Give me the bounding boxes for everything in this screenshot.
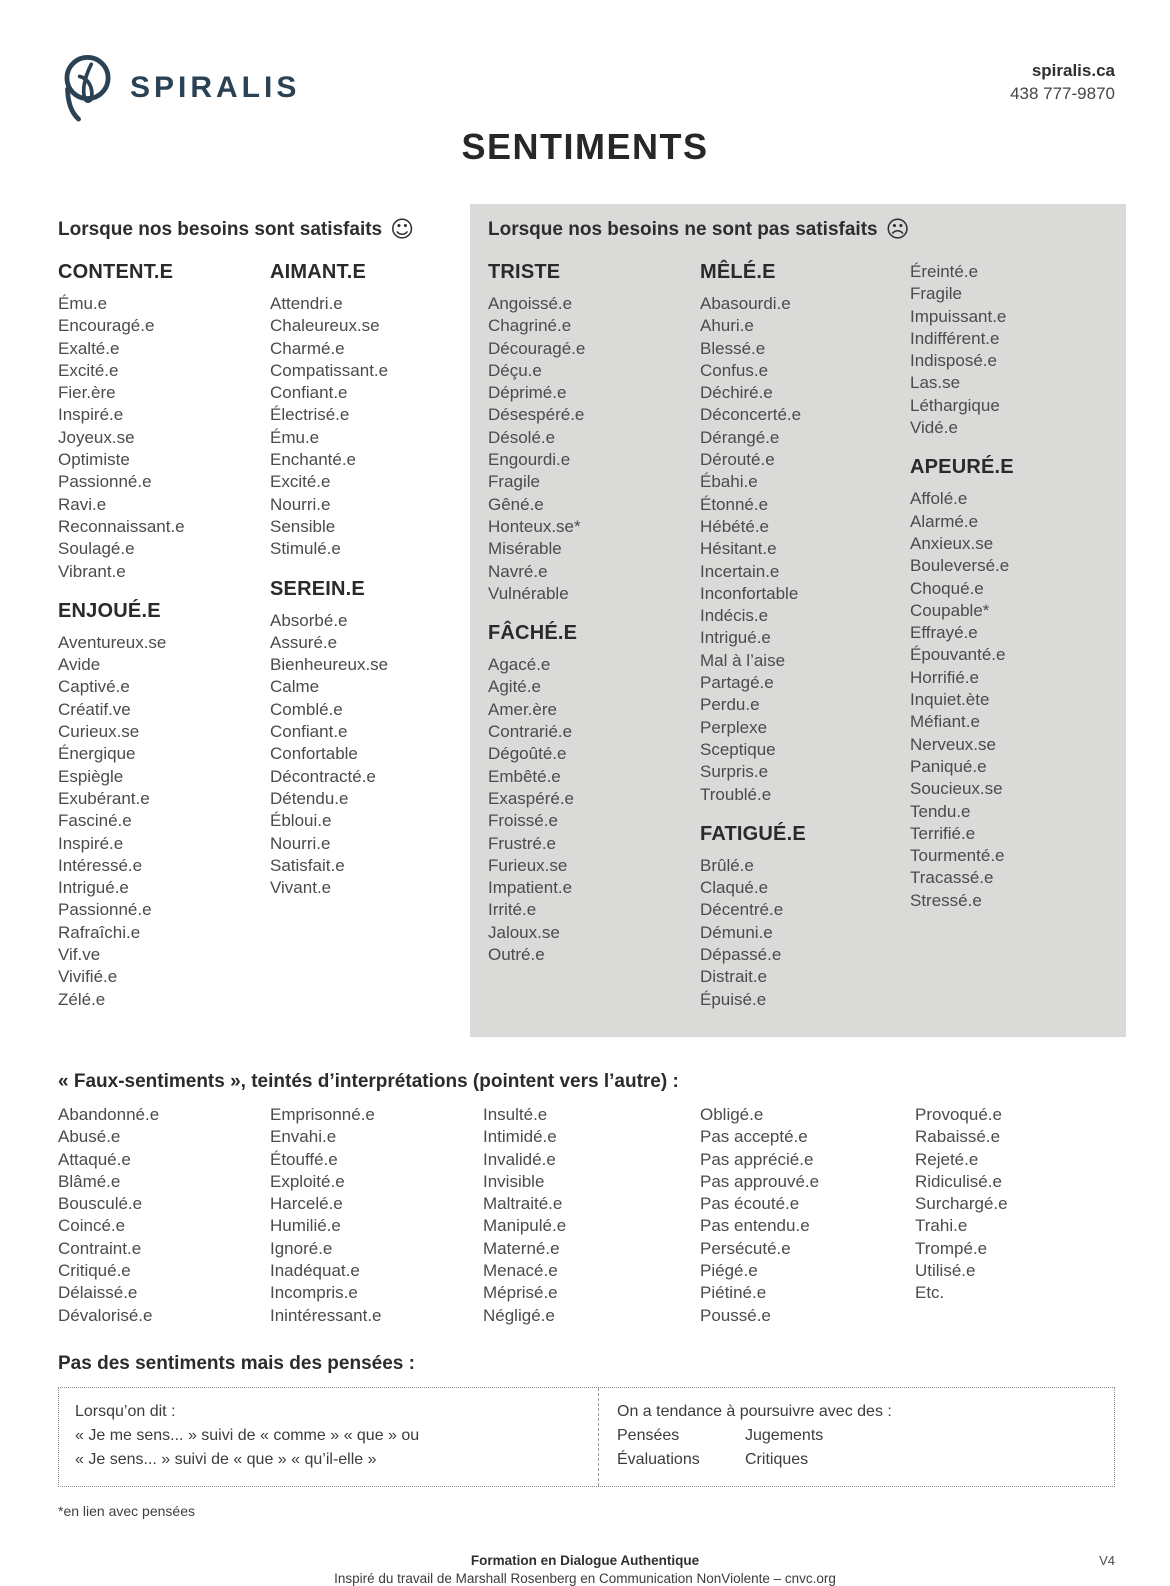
feelings-column xyxy=(700,261,910,1011)
feeling-item: Intimidé.e xyxy=(483,1127,557,1147)
section-needs-unsatisfied xyxy=(470,204,1126,1037)
thoughts-line: Jugements xyxy=(745,1426,824,1444)
feeling-item: Pas entendu.e xyxy=(700,1216,810,1236)
feeling-item: Démuni.e xyxy=(700,922,773,942)
feeling-item: Embêté.e xyxy=(488,766,561,786)
feeling-item: Négligé.e xyxy=(483,1305,555,1325)
feeling-item: Passionné.e xyxy=(58,472,152,492)
feeling-item: Reconnaissant.e xyxy=(58,516,185,536)
feeling-item: Dévalorisé.e xyxy=(58,1305,153,1325)
feeling-item: Déprimé.e xyxy=(488,383,567,403)
feeling-item: Délaissé.e xyxy=(58,1283,138,1303)
feeling-item: Espiègle xyxy=(58,766,124,786)
website-text: spiralis.ca xyxy=(1031,61,1115,80)
feeling-item: Rafraîchi.e xyxy=(58,922,141,942)
feeling-item: Éreinté.e xyxy=(910,262,979,281)
feeling-item: Envahi.e xyxy=(270,1127,337,1147)
footer-credit: Inspiré du travail de Marshall Rosenberg en Communication NonViolente – cnvc.org xyxy=(334,1570,836,1586)
thoughts-line: « Je me sens... » suivi de « comme » « que » ou xyxy=(75,1426,420,1444)
unsatisfied-heading-text: Lorsque nos besoins ne sont pas satisfaits xyxy=(488,218,878,240)
thoughts-right-col1 xyxy=(617,1424,745,1472)
feeling-item: Fier.ère xyxy=(58,383,116,403)
feeling-item: Surchargé.e xyxy=(915,1194,1008,1214)
feelings-column xyxy=(910,261,1115,1011)
category-title: SEREIN.E xyxy=(270,577,365,600)
feeling-item: Assuré.e xyxy=(270,632,338,652)
feeling-item: Surpris.e xyxy=(700,762,769,782)
feeling-item: Invalidé.e xyxy=(483,1149,556,1169)
satisfied-columns xyxy=(58,261,470,1011)
feeling-item: Inspiré.e xyxy=(58,833,124,853)
category-title: MÊLÉ.E xyxy=(700,261,776,283)
feelings-area xyxy=(58,204,1170,1037)
feeling-item: Intrigué.e xyxy=(58,878,129,898)
feeling-item: Satisfait.e xyxy=(270,855,345,875)
phone-number: 438 777-9870 xyxy=(1010,83,1115,103)
satisfied-heading xyxy=(58,218,470,241)
feeling-item: Ébahi.e xyxy=(700,472,758,492)
feeling-item: Confiant.e xyxy=(270,383,348,403)
satisfied-heading-text: Lorsque nos besoins sont satisfaits xyxy=(58,218,383,240)
feeling-item: Désespéré.e xyxy=(488,405,585,425)
feeling-item: Angoissé.e xyxy=(488,294,573,313)
feeling-item: Exubérant.e xyxy=(58,788,150,808)
feeling-item: Tourmenté.e xyxy=(910,846,1005,866)
feelings-column xyxy=(58,261,270,1011)
feeling-item: Vulnérable xyxy=(488,583,569,603)
thoughts-line: « Je sens... » suivi de « que » « qu’il-elle » xyxy=(75,1450,377,1468)
brand-logo xyxy=(58,52,300,124)
feeling-item: Utilisé.e xyxy=(915,1260,976,1280)
section-faux-sentiments xyxy=(58,1071,1115,1327)
feeling-item: Fragile xyxy=(910,284,962,304)
faux-column xyxy=(915,1104,1115,1327)
feeling-item: Ébloui.e xyxy=(270,811,332,831)
feeling-item: Déchiré.e xyxy=(700,383,773,403)
feeling-item: Méfiant.e xyxy=(910,712,980,732)
feeling-item: Alarmé.e xyxy=(910,511,979,531)
feeling-item: Soucieux.se xyxy=(910,779,1003,799)
smiley-face-icon: ☺ xyxy=(390,217,415,243)
feeling-item: Harcelé.e xyxy=(270,1194,343,1214)
thoughts-line: Lorsqu’on dit : xyxy=(75,1402,176,1420)
feeling-item: Exaspéré.e xyxy=(488,788,574,808)
feeling-item: Las.se xyxy=(910,373,961,393)
feeling-item: Attendri.e xyxy=(270,294,343,313)
feeling-item: Menacé.e xyxy=(483,1260,558,1280)
category-title: FÂCHÉ.E xyxy=(488,622,578,645)
feeling-item: Maltraité.e xyxy=(483,1194,563,1214)
version-label: V4 xyxy=(1099,1552,1115,1568)
feeling-item: Contrarié.e xyxy=(488,722,573,742)
faux-heading: « Faux-sentiments », teintés d’interprétations (pointent vers l’autre) : xyxy=(58,1070,679,1092)
feeling-item: Ravi.e xyxy=(58,494,107,514)
feeling-item: Ému.e xyxy=(58,294,108,313)
feeling-item: Claqué.e xyxy=(700,878,769,898)
feeling-item: Soulagé.e xyxy=(58,539,135,559)
feeling-item: Joyeux.se xyxy=(58,427,135,447)
spiralis-logo-icon xyxy=(58,52,116,124)
feeling-item: Blâmé.e xyxy=(58,1171,121,1191)
category-title: APEURÉ.E xyxy=(910,456,1014,479)
feeling-item: Électrisé.e xyxy=(270,405,350,425)
feeling-item: Choqué.e xyxy=(910,578,984,598)
feeling-item: Coupable* xyxy=(910,600,990,620)
feeling-item: Engourdi.e xyxy=(488,450,571,470)
feeling-item: Indisposé.e xyxy=(910,351,997,371)
feeling-item: Contraint.e xyxy=(58,1238,142,1258)
thoughts-box xyxy=(58,1387,1115,1487)
feeling-item: Piégé.e xyxy=(700,1260,758,1280)
feeling-item: Piétiné.e xyxy=(700,1283,767,1303)
feeling-item: Stressé.e xyxy=(910,890,982,910)
unsatisfied-columns xyxy=(488,261,1126,1011)
thoughts-line: Critiques xyxy=(745,1450,809,1468)
category-title: TRISTE xyxy=(488,261,561,283)
feelings-column xyxy=(488,261,700,1011)
feeling-item: Charmé.e xyxy=(270,338,345,358)
footer-title: Formation en Dialogue Authentique xyxy=(470,1552,700,1568)
feeling-item: Excité.e xyxy=(58,360,119,380)
feeling-item: Amer.ère xyxy=(488,699,557,719)
feeling-item: Confus.e xyxy=(700,360,769,380)
feeling-item: Fragile xyxy=(488,472,540,492)
feeling-item: Déconcerté.e xyxy=(700,405,802,425)
feeling-item: Attaqué.e xyxy=(58,1149,131,1169)
footnote: *en lien avec pensées xyxy=(58,1502,195,1519)
feeling-item: Trompé.e xyxy=(915,1238,988,1258)
feeling-item: Invisible xyxy=(483,1171,545,1191)
feeling-item: Compatissant.e xyxy=(270,360,389,380)
feeling-item: Abusé.e xyxy=(58,1127,121,1147)
feeling-item: Exploité.e xyxy=(270,1171,345,1191)
feeling-item: Outré.e xyxy=(488,945,545,965)
unsatisfied-heading xyxy=(488,218,1126,241)
feeling-item: Perdu.e xyxy=(700,695,760,715)
feeling-item: Mal à l’aise xyxy=(700,650,786,670)
feeling-item: Pas apprécié.e xyxy=(700,1149,814,1169)
category-title: AIMANT.E xyxy=(270,261,367,283)
feeling-item: Dérangé.e xyxy=(700,427,780,447)
brand-wordmark: SPIRALIS xyxy=(130,71,301,104)
feeling-item: Léthargique xyxy=(910,395,1000,415)
feeling-item: Ignoré.e xyxy=(270,1238,333,1258)
section-thoughts xyxy=(58,1353,1115,1487)
thoughts-box-left xyxy=(59,1388,599,1486)
feeling-item: Enchanté.e xyxy=(270,450,357,470)
feeling-item: Intrigué.e xyxy=(700,628,771,648)
feeling-item: Épuisé.e xyxy=(700,989,767,1009)
feeling-item: Agité.e xyxy=(488,677,541,697)
feelings-column xyxy=(270,261,470,1011)
feeling-item: Sceptique xyxy=(700,739,776,759)
feeling-item: Horrifié.e xyxy=(910,667,979,687)
feeling-item: Encouragé.e xyxy=(58,316,155,336)
feeling-item: Bienheureux.se xyxy=(270,655,389,675)
category-title: ENJOUÉ.E xyxy=(58,599,161,622)
feeling-item: Froissé.e xyxy=(488,811,558,831)
category-title: FATIGUÉ.E xyxy=(700,822,806,845)
feeling-item: Curieux.se xyxy=(58,722,140,742)
feeling-item: Calme xyxy=(270,677,320,697)
feeling-item: Impatient.e xyxy=(488,878,573,898)
thoughts-heading: Pas des sentiments mais des pensées : xyxy=(58,1352,415,1374)
feeling-item: Jaloux.se xyxy=(488,922,560,942)
feeling-item: Inconfortable xyxy=(700,583,799,603)
feeling-item: Coincé.e xyxy=(58,1216,126,1236)
feeling-item: Créatif.ve xyxy=(58,699,131,719)
page-title: SENTIMENTS xyxy=(461,126,709,167)
feeling-item: Incertain.e xyxy=(700,561,780,581)
feeling-item: Inintéressant.e xyxy=(270,1305,382,1325)
faux-column xyxy=(483,1104,700,1327)
feeling-item: Vidé.e xyxy=(910,418,958,438)
feeling-item: Vif.ve xyxy=(58,945,101,965)
feeling-item: Tendu.e xyxy=(910,801,971,821)
feeling-item: Nerveux.se xyxy=(910,734,996,754)
feeling-item: Hésitant.e xyxy=(700,539,777,559)
feeling-item: Perplexe xyxy=(700,717,768,737)
feeling-item: Pas écouté.e xyxy=(700,1194,800,1214)
feeling-item: Indifférent.e xyxy=(910,328,1000,348)
feeling-item: Obligé.e xyxy=(700,1104,764,1124)
feeling-item: Confortable xyxy=(270,744,358,764)
feeling-item: Intéressé.e xyxy=(58,855,143,875)
feeling-item: Dépassé.e xyxy=(700,945,782,965)
feeling-item: Insulté.e xyxy=(483,1104,548,1124)
feeling-item: Critiqué.e xyxy=(58,1260,131,1280)
feeling-item: Manipulé.e xyxy=(483,1216,567,1236)
feeling-item: Troublé.e xyxy=(700,784,772,804)
frowning-face-icon: ☹ xyxy=(885,217,910,243)
feeling-item: Trahi.e xyxy=(915,1216,968,1236)
feeling-item: Furieux.se xyxy=(488,855,568,875)
feeling-item: Distrait.e xyxy=(700,967,768,987)
feeling-item: Agacé.e xyxy=(488,655,551,675)
feeling-item: Étouffé.e xyxy=(270,1149,338,1169)
feeling-item: Abandonné.e xyxy=(58,1104,160,1124)
feeling-item: Rejeté.e xyxy=(915,1149,979,1169)
feeling-item: Décentré.e xyxy=(700,900,784,920)
feeling-item: Inadéquat.e xyxy=(270,1260,360,1280)
thoughts-line: Évaluations xyxy=(617,1450,700,1468)
feeling-item: Partagé.e xyxy=(700,673,774,693)
feeling-item: Abasourdi.e xyxy=(700,294,791,313)
feeling-item: Materné.e xyxy=(483,1238,560,1258)
feeling-item: Irrité.e xyxy=(488,900,537,920)
feeling-item: Épouvanté.e xyxy=(910,645,1006,665)
feeling-item: Misérable xyxy=(488,539,562,559)
category-title: CONTENT.E xyxy=(58,261,174,283)
feeling-item: Etc. xyxy=(915,1283,945,1303)
feeling-item: Frustré.e xyxy=(488,833,557,853)
thoughts-line: On a tendance à poursuivre avec des : xyxy=(617,1402,892,1420)
faux-columns xyxy=(58,1104,1115,1327)
feeling-item: Étonné.e xyxy=(700,494,769,514)
feeling-item: Ahuri.e xyxy=(700,316,754,336)
feeling-item: Aventureux.se xyxy=(58,632,167,652)
feeling-item: Stimulé.e xyxy=(270,539,341,559)
feeling-item: Gêné.e xyxy=(488,494,544,514)
feeling-item: Pas accepté.e xyxy=(700,1127,808,1147)
feeling-item: Dégoûté.e xyxy=(488,744,567,764)
feeling-item: Comblé.e xyxy=(270,699,343,719)
feeling-item: Nourri.e xyxy=(270,833,331,853)
feeling-item: Énergique xyxy=(58,744,136,764)
feeling-item: Pas approuvé.e xyxy=(700,1171,820,1191)
section-needs-satisfied xyxy=(58,204,470,1037)
feeling-item: Persécuté.e xyxy=(700,1238,791,1258)
feeling-item: Inspiré.e xyxy=(58,405,124,425)
feeling-item: Vivifié.e xyxy=(58,967,118,987)
thoughts-line: Pensées xyxy=(617,1426,680,1444)
feeling-item: Indécis.e xyxy=(700,606,769,626)
contact-info xyxy=(1010,52,1115,106)
feeling-item: Sensible xyxy=(270,516,336,536)
feeling-item: Hébété.e xyxy=(700,516,769,536)
feeling-item: Détendu.e xyxy=(270,788,349,808)
feeling-item: Chaleureux.se xyxy=(270,316,380,336)
feeling-item: Paniqué.e xyxy=(910,756,987,776)
feeling-item: Provoqué.e xyxy=(915,1104,1002,1124)
feeling-item: Ému.e xyxy=(270,427,320,447)
feeling-item: Vivant.e xyxy=(270,878,332,898)
thoughts-right-columns xyxy=(617,1424,1096,1472)
feeling-item: Déçu.e xyxy=(488,360,542,380)
feeling-item: Dérouté.e xyxy=(700,450,775,470)
feeling-item: Avide xyxy=(58,655,101,675)
feeling-item: Effrayé.e xyxy=(910,623,978,643)
feeling-item: Zélé.e xyxy=(58,989,106,1009)
feeling-item: Confiant.e xyxy=(270,722,348,742)
feeling-item: Excité.e xyxy=(270,472,331,492)
feeling-item: Anxieux.se xyxy=(910,533,994,553)
feeling-item: Méprisé.e xyxy=(483,1283,558,1303)
feeling-item: Vibrant.e xyxy=(58,561,126,581)
feeling-item: Poussé.e xyxy=(700,1305,771,1325)
feeling-item: Nourri.e xyxy=(270,494,331,514)
faux-column xyxy=(700,1104,915,1327)
feeling-item: Bouleversé.e xyxy=(910,556,1010,576)
feeling-item: Décontracté.e xyxy=(270,766,376,786)
feeling-item: Navré.e xyxy=(488,561,548,581)
thoughts-box-right xyxy=(599,1388,1114,1486)
feeling-item: Découragé.e xyxy=(488,338,586,358)
feeling-item: Impuissant.e xyxy=(910,306,1007,326)
feeling-item: Rabaissé.e xyxy=(915,1127,1001,1147)
feeling-item: Brûlé.e xyxy=(700,855,754,875)
faux-column xyxy=(58,1104,270,1327)
feeling-item: Blessé.e xyxy=(700,338,766,358)
thoughts-right-col2 xyxy=(745,1424,823,1472)
feeling-item: Terrifié.e xyxy=(910,823,976,843)
feeling-item: Honteux.se* xyxy=(488,516,581,536)
feeling-item: Désolé.e xyxy=(488,427,556,447)
feeling-item: Chagriné.e xyxy=(488,316,572,336)
feeling-item: Humilié.e xyxy=(270,1216,341,1236)
feeling-item: Incompris.e xyxy=(270,1283,358,1303)
feeling-item: Affolé.e xyxy=(910,489,968,509)
feeling-item: Emprisonné.e xyxy=(270,1104,375,1124)
feeling-item: Ridiculisé.e xyxy=(915,1171,1002,1191)
feeling-item: Captivé.e xyxy=(58,677,130,697)
page-footer xyxy=(0,1553,1170,1586)
feeling-item: Optimiste xyxy=(58,450,130,470)
feeling-item: Absorbé.e xyxy=(270,610,348,630)
feeling-item: Passionné.e xyxy=(58,900,152,920)
feeling-item: Bousculé.e xyxy=(58,1194,143,1214)
feeling-item: Exalté.e xyxy=(58,338,120,358)
feeling-item: Inquiet.ète xyxy=(910,690,990,710)
feeling-item: Tracassé.e xyxy=(910,868,994,888)
page-header xyxy=(0,0,1170,124)
faux-column xyxy=(270,1104,483,1327)
feeling-item: Fasciné.e xyxy=(58,811,132,831)
